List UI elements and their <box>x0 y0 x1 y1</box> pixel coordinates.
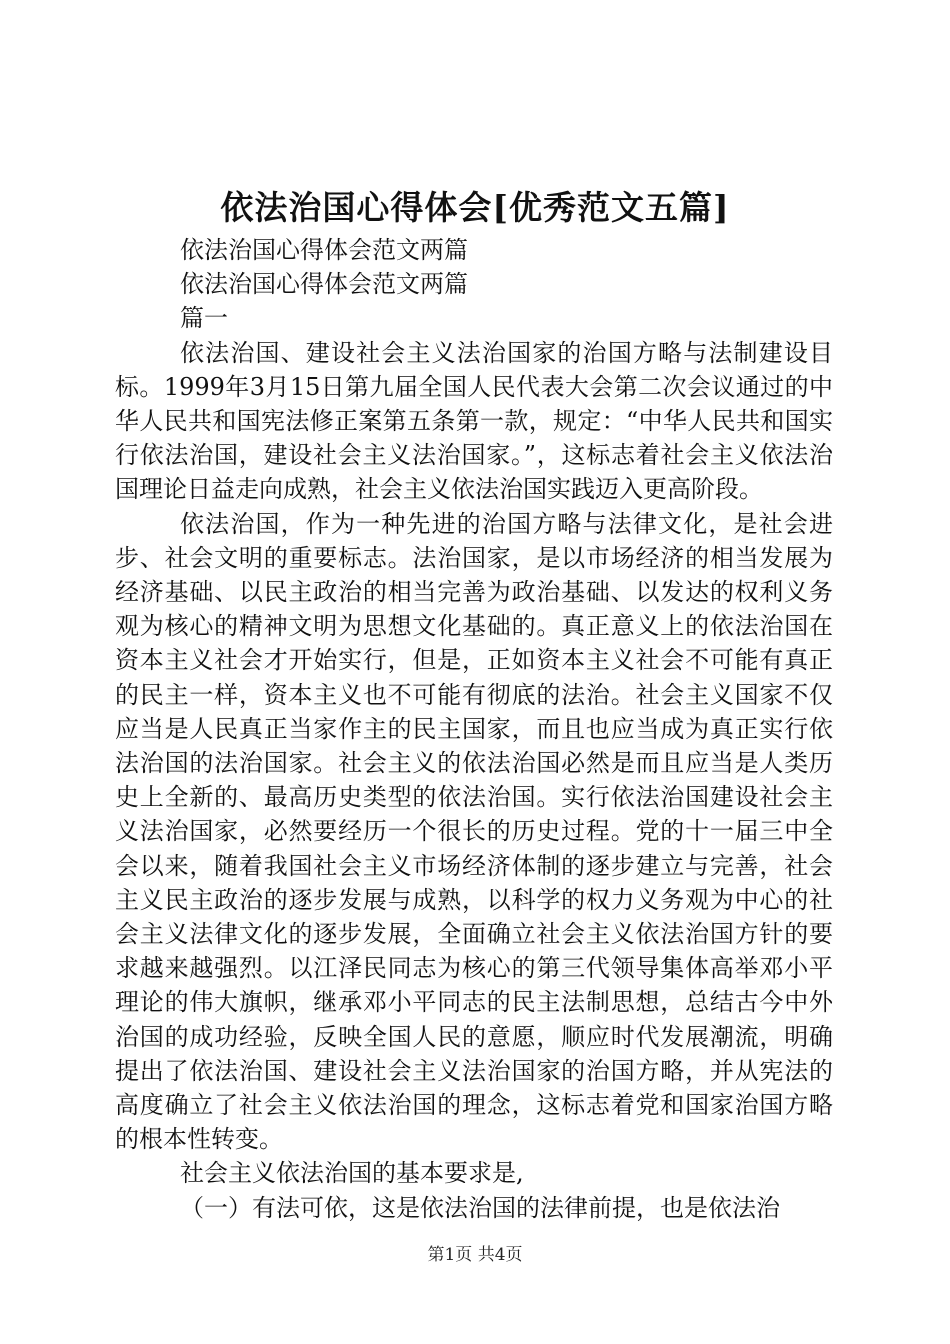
section-label: 篇一 <box>180 304 228 333</box>
document-title: 依法治国心得体会[优秀范文五篇] <box>220 188 730 227</box>
body-paragraph: （一）有法可依，这是依法治国的法律前提，也是依法治 <box>180 1193 780 1222</box>
subtitle-line: 依法治国心得体会范文两篇 <box>180 270 468 299</box>
page-footer: 第1页 共4页 <box>427 1245 523 1265</box>
body-paragraph: 依法治国、建设社会主义法治国家的治国方略与法制建设目标。1999年3月15日第九届全国人民代表大会第二次会议通过的中华人民共和国宪法修正案第五条第一款，规定：“中华人民共和国实行依法治国，建设社会主义法治国家。”，这标志着社会主义依法治国理论日益走向成熟，社会主义依法治国实践迈入更高阶段。 <box>115 338 833 504</box>
body-paragraph: 社会主义依法治国的基本要求是, <box>180 1159 524 1188</box>
subtitle-line: 依法治国心得体会范文两篇 <box>180 236 468 264</box>
body-paragraph: 依法治国，作为一种先进的治国方略与法律文化，是社会进步、社会文明的重要标志。法治国家，是以市场经济的相当发展为经济基础、以民主政治的相当完善为政治基础、以发达的权利义务观为核心的精神文明为思想文化基础的。真正意义上的依法治国在资本主义社会才开始实行，但是，正如资本主义社会不可能有真正的民主一样，资本主义也不可能有彻底的法治。社会主义国家不仅应当是人民真正当家作主的民主国家，而且也应当成为真正实行依法治国的法治国家。社会主义的依法治国必然是而且应当是人类历史上全新的、最高历史类型的依法治国。实行依法治国建设社会主义法治国家，必然要经历一个很长的历史过程。党的十一届三中全会以来，随着我国社会主义市场经济体制的逐步建立与完善，社会主义民主政治的逐步发展与成熟，以科学的权力义务观为中心的社会主义法律文化的逐步发展，全面确立社会主义依法治国方针的要求越来越强烈。以江泽民同志为核心的第三代领导集体高举邓小平理论的伟大旗帜，继承邓小平同志的民主法制思想，总结古今中外治国的成功经验，反映全国人民的意愿，顺应时代发展潮流，明确提出了依法治国、建设社会主义法治国家的治国方略，并从宪法的高度确立了社会主义依法治国的理念，这标志着党和国家治国方略的根本性转变。 <box>115 509 833 1154</box>
document-body <box>115 233 833 1225</box>
